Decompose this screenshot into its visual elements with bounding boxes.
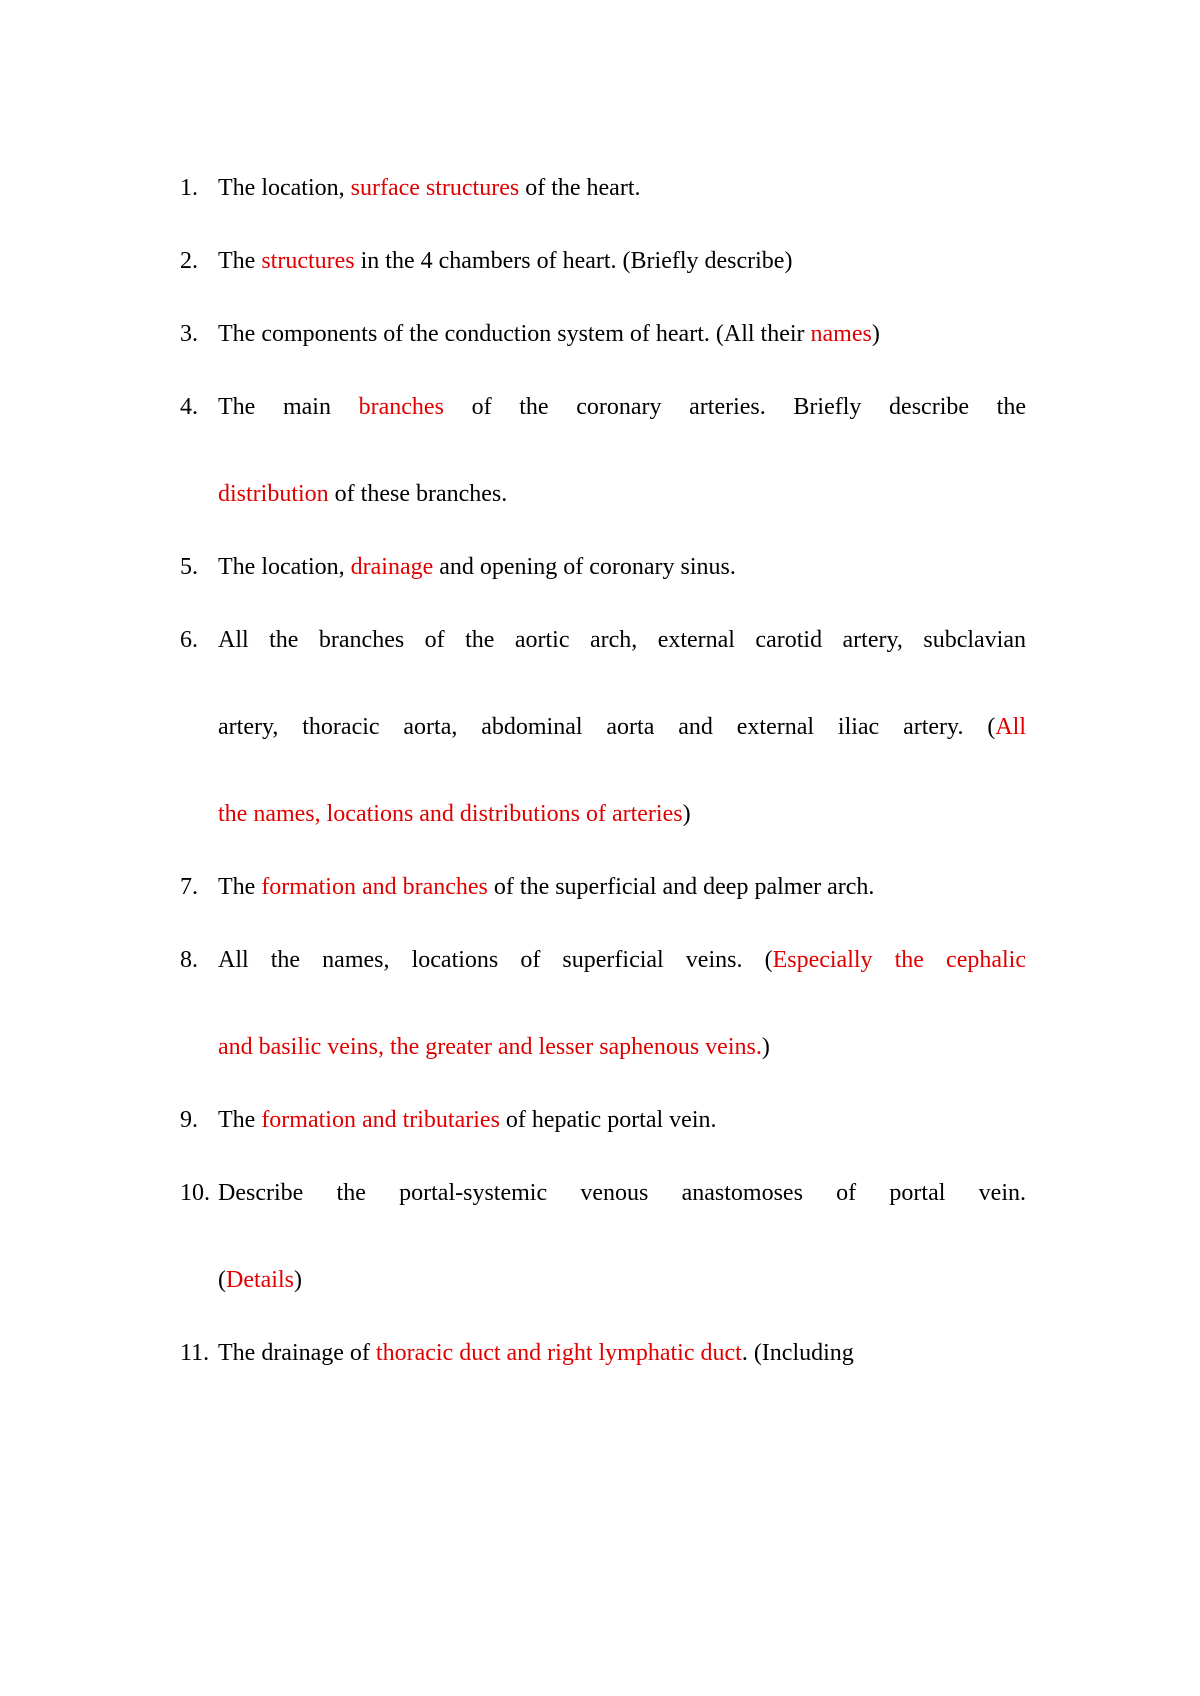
item-text-line (218, 1265, 1026, 1295)
highlighted-text: the names, locations and distributions of arteries (218, 801, 683, 827)
item-text-line (218, 625, 1026, 655)
item-number: 4. (180, 394, 198, 420)
item-text-line (218, 872, 1026, 902)
body-text: The components of the conduction system of heart. (All their (218, 321, 811, 347)
body-text: and opening of coronary sinus. (433, 554, 736, 580)
item-text-line (218, 799, 1026, 829)
item-text-line (218, 945, 1026, 975)
item-text-line (218, 1032, 1026, 1062)
highlighted-text: distribution (218, 481, 329, 507)
highlighted-text: formation and branches (261, 874, 488, 900)
highlighted-text: names (810, 321, 872, 347)
body-text: ) (682, 801, 691, 827)
item-text-line (218, 173, 1026, 203)
item-text-line (218, 479, 1026, 509)
body-text: in the 4 chambers of heart. (Briefly describe) (354, 248, 793, 274)
item-text-line (218, 319, 1026, 349)
highlighted-text: All (995, 714, 1026, 740)
item-text-line (218, 1178, 1026, 1208)
body-text: ) (871, 321, 880, 347)
item-number: 8. (180, 947, 198, 973)
item-text-line (218, 1338, 1026, 1368)
item-number: 2. (180, 248, 198, 274)
body-text: of the coronary arteries. Briefly describe the (443, 394, 1026, 420)
body-text: Describe the portal-systemic venous anastomoses of portal vein. (218, 1180, 1026, 1206)
item-text-line (218, 712, 1026, 742)
highlighted-text: structures (261, 248, 355, 274)
body-text: of these branches. (328, 481, 508, 507)
body-text: artery, thoracic aorta, abdominal aorta and external iliac artery. ( (218, 714, 996, 740)
body-text: The (218, 248, 262, 274)
item-text-line (218, 552, 1026, 582)
item-text-line (218, 1105, 1026, 1135)
body-text: The drainage of (218, 1340, 376, 1366)
item-number: 9. (180, 1107, 198, 1133)
body-text: The main (218, 394, 359, 420)
body-text: ) (761, 1034, 770, 1060)
highlighted-text: and basilic veins, the greater and lesser saphenous veins. (218, 1034, 762, 1060)
body-text: ( (218, 1267, 226, 1293)
item-number: 1. (180, 175, 198, 201)
highlighted-text: Especially the cephalic (772, 947, 1026, 973)
item-number: 6. (180, 627, 198, 653)
body-text: The location, (218, 175, 351, 201)
body-text: The (218, 874, 262, 900)
item-number: 11. (180, 1340, 210, 1366)
body-text: The (218, 1107, 262, 1133)
body-text: All the names, locations of superficial veins. ( (218, 947, 773, 973)
highlighted-text: Details (226, 1267, 294, 1293)
highlighted-text: drainage (350, 554, 434, 580)
body-text: of hepatic portal vein. (499, 1107, 717, 1133)
item-number: 10. (180, 1180, 210, 1206)
body-text: The location, (218, 554, 351, 580)
highlighted-text: thoracic duct and right lymphatic duct (375, 1340, 742, 1366)
highlighted-text: formation and tributaries (261, 1107, 500, 1133)
item-text-line (218, 392, 1026, 422)
highlighted-text: branches (358, 394, 444, 420)
item-number: 3. (180, 321, 198, 347)
item-number: 5. (180, 554, 198, 580)
body-text: All the branches of the aortic arch, external carotid artery, subclavian (218, 627, 1026, 653)
item-number: 7. (180, 874, 198, 900)
body-text: ) (293, 1267, 302, 1293)
body-text: of the superficial and deep palmer arch. (487, 874, 875, 900)
item-text-line (218, 246, 1026, 276)
highlighted-text: surface structures (350, 175, 520, 201)
body-text: of the heart. (519, 175, 641, 201)
body-text: . (Including (741, 1340, 854, 1366)
